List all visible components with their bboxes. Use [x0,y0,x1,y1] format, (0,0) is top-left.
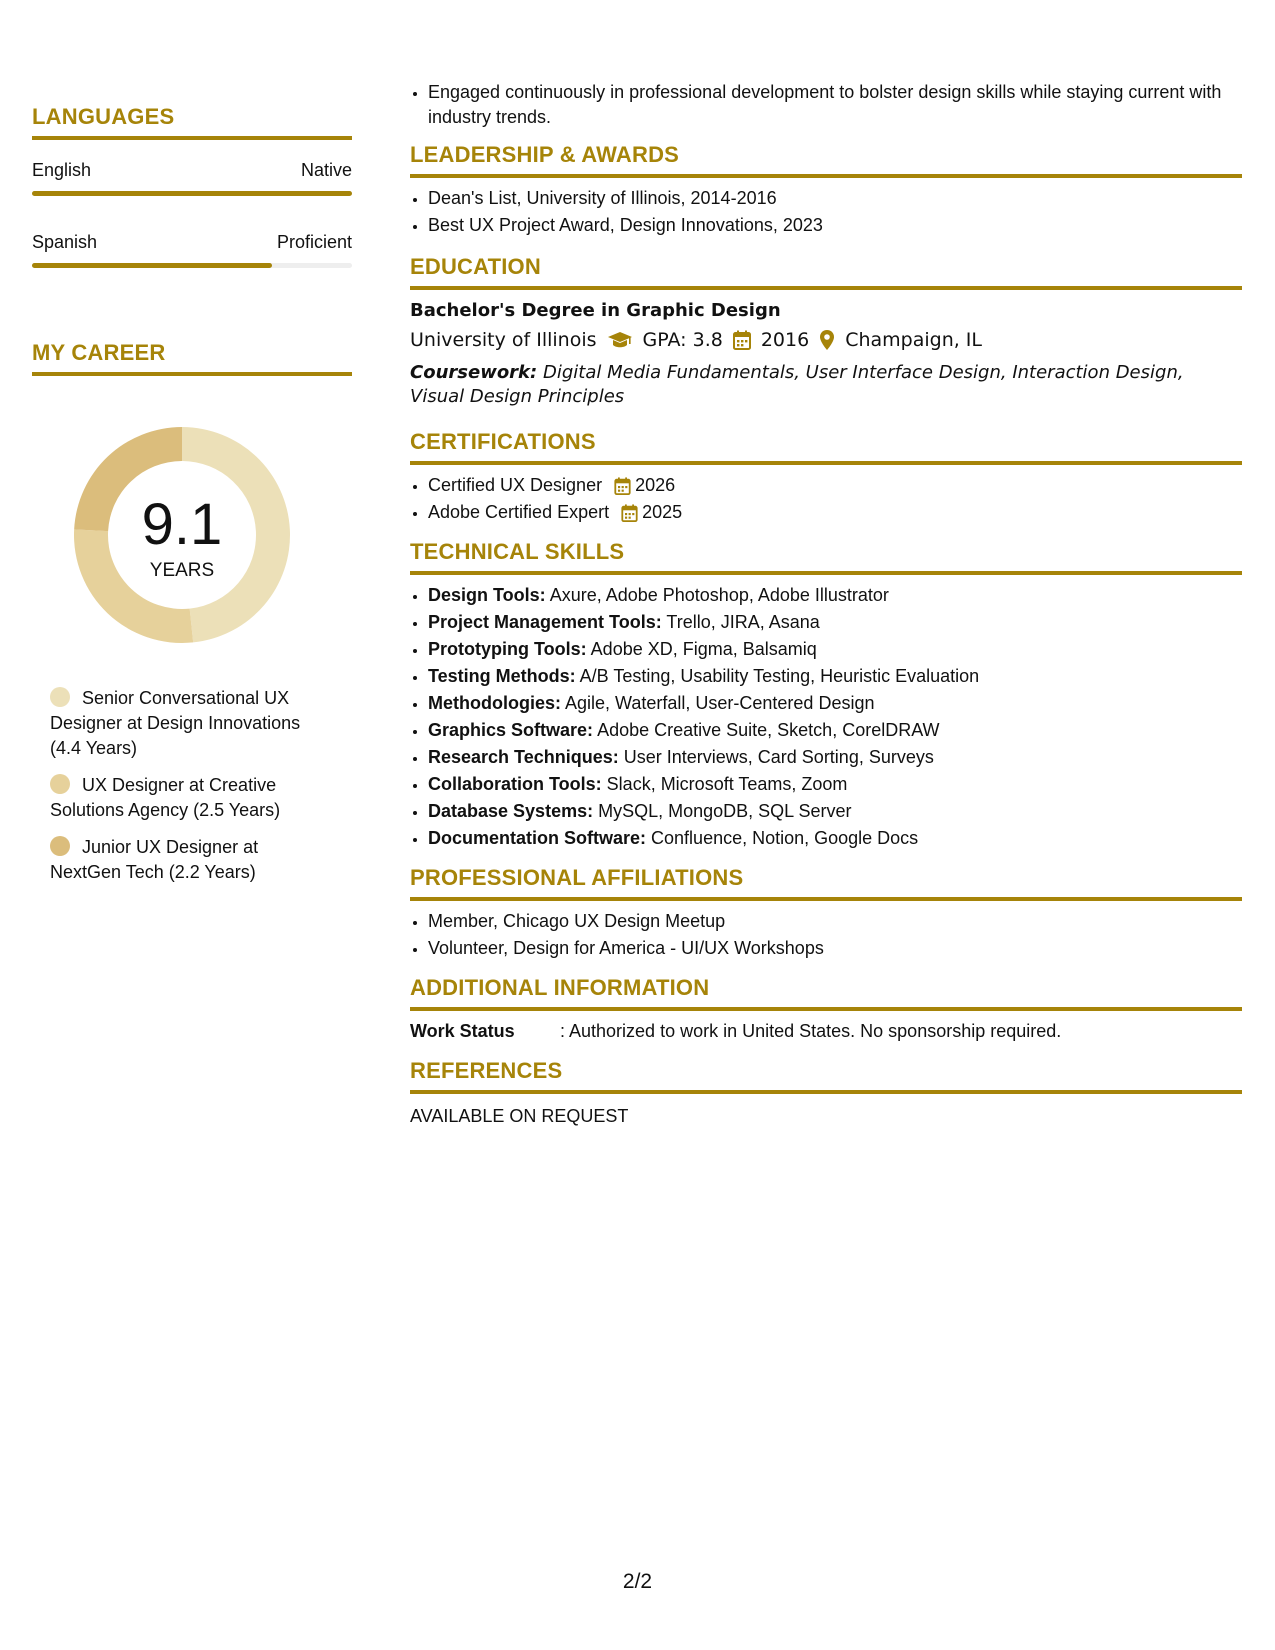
coursework-label: Coursework: [410,362,538,383]
legend-dot [50,836,70,856]
certification-name: • Certified UX Designer [428,475,603,495]
certifications-title: CERTIFICATIONS [410,429,1242,465]
language-level: Native [300,160,352,180]
skill-category: Design Tools: [428,585,546,605]
skill-category: Methodologies: [428,693,561,713]
affiliation-item: • Volunteer, Design for America - UI/UX Workshops [428,936,1242,961]
skill-values: Slack, Microsoft Teams, Zoom [606,774,848,794]
references-title: REFERENCES [410,1058,1242,1094]
work-status-row [410,1021,1242,1042]
career-legend-item [50,773,330,823]
education-degree: Bachelor's Degree in Graphic Design [410,300,781,321]
skills-section [410,539,1242,851]
career-role: UX Designer at Creative Solutions Agency (2.5 Years) [50,775,281,820]
additional-title: ADDITIONAL INFORMATION [410,975,1242,1011]
sidebar [32,0,352,897]
language-name: English [32,160,92,180]
additional-section [410,975,1242,1042]
languages-title: LANGUAGES [32,104,352,140]
certification-item [428,500,1242,525]
skill-category: Testing Methods: [428,666,576,686]
skill-item [428,745,1242,770]
leadership-item: • Best UX Project Award, Design Innovations, 2023 [428,213,1242,238]
skill-values: Confluence, Notion, Google Docs [651,828,919,848]
skill-values: A/B Testing, Usability Testing, Heuristic Evaluation [579,666,980,686]
career-section [32,340,352,885]
career-title: MY CAREER [32,340,352,376]
graduation-cap-icon [607,330,633,350]
certification-item [428,473,1242,498]
location-pin-icon [819,329,835,351]
skill-item [428,610,1242,635]
calendar-icon [621,504,638,522]
skill-values: Agile, Waterfall, User-Centered Design [565,693,875,713]
career-total: 9.1 [141,492,223,557]
language-item [32,160,352,196]
skill-item [428,772,1242,797]
career-role: Senior Conversational UX Designer at Design Innovations (4.4 Years) [50,688,301,758]
skill-category: Documentation Software: [428,828,647,848]
page-number: 2/2 [622,1570,653,1593]
certification-year: 2025 [642,502,683,522]
education-school: University of Illinois [410,329,597,351]
experience-bullet: • Engaged continuously in professional development to bolster design skills while staying current with industry trends. [428,80,1242,130]
skill-category: Research Techniques: [428,747,619,767]
languages-section [32,104,352,268]
skill-category: Database Systems: [428,801,594,821]
certification-name: • Adobe Certified Expert [428,502,610,522]
skill-item [428,799,1242,824]
language-name: Spanish [32,232,98,252]
legend-dot [50,687,70,707]
education-coursework [410,361,1242,409]
calendar-icon [614,477,631,495]
career-role: Junior UX Designer at NextGen Tech (2.2 Years) [50,837,259,882]
language-level: Proficient [276,232,352,252]
language-bar [32,263,352,268]
education-meta [410,329,1242,351]
skill-values: Adobe XD, Figma, Balsamiq [590,639,817,659]
skill-item [428,826,1242,851]
language-bar-fill [32,263,272,268]
education-year: 2016 [760,329,810,351]
education-location: Champaign, IL [845,329,983,351]
leadership-item: • Dean's List, University of Illinois, 2014-2016 [428,186,1242,211]
skill-category: Prototyping Tools: [428,639,587,659]
education-title: EDUCATION [410,254,1242,290]
work-status-value: : Authorized to work in United States. No sponsorship required. [560,1021,1062,1041]
work-status-label: Work Status [410,1021,515,1041]
education-section [410,254,1242,409]
skill-category: Project Management Tools: [428,612,662,632]
career-legend-item [50,835,330,885]
legend-dot [50,774,70,794]
skill-category: Graphics Software: [428,720,594,740]
certification-year: 2026 [635,475,676,495]
skill-values: Trello, JIRA, Asana [666,612,820,632]
leadership-section [410,142,1242,238]
skill-item [428,691,1242,716]
references-text: AVAILABLE ON REQUEST [410,1106,629,1126]
skill-category: Collaboration Tools: [428,774,602,794]
skill-item [428,583,1242,608]
leadership-title: LEADERSHIP & AWARDS [410,142,1242,178]
main-content [410,0,1242,1127]
skill-values: User Interviews, Card Sorting, Surveys [623,747,934,767]
skill-item [428,718,1242,743]
language-item [32,232,352,268]
skill-item [428,637,1242,662]
calendar-icon [733,330,751,350]
education-gpa: GPA: 3.8 [642,329,723,351]
affiliations-title: PROFESSIONAL AFFILIATIONS [410,865,1242,901]
skill-values: Axure, Adobe Photoshop, Adobe Illustrator [549,585,889,605]
language-bar-fill [32,191,352,196]
career-donut [67,420,297,650]
affiliation-item: • Member, Chicago UX Design Meetup [428,909,1242,934]
career-legend [50,686,330,885]
skills-title: TECHNICAL SKILLS [410,539,1242,575]
career-legend-item [50,686,330,761]
language-bar [32,191,352,196]
coursework-text: Digital Media Fundamentals, User Interface Design, Interaction Design, Visual Design Principles [410,362,1184,407]
references-section [410,1058,1242,1127]
skill-item [428,664,1242,689]
affiliations-section [410,865,1242,961]
skill-values: Adobe Creative Suite, Sketch, CorelDRAW [597,720,940,740]
experience-bullets [410,80,1242,130]
career-unit: YEARS [149,560,215,581]
skill-values: MySQL, MongoDB, SQL Server [598,801,852,821]
certifications-section [410,429,1242,525]
